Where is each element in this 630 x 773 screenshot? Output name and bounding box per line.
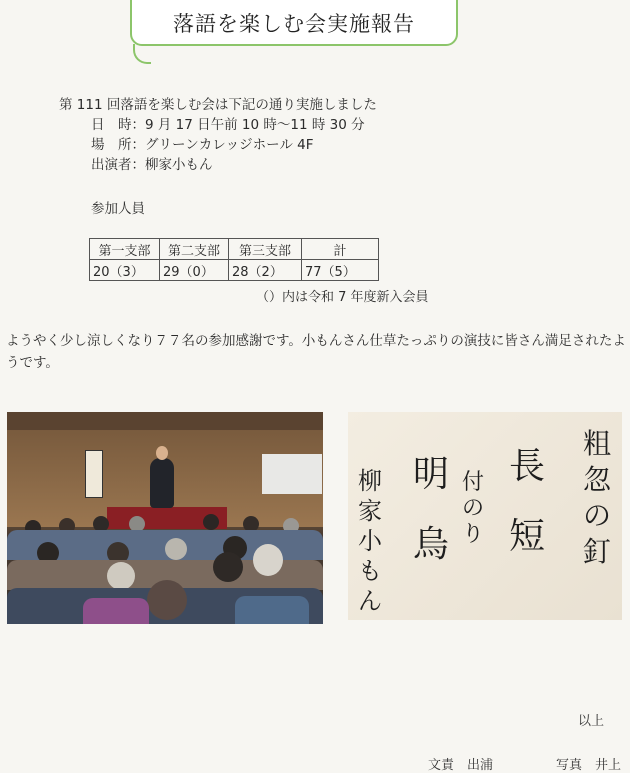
column-header: 第二支部: [160, 239, 229, 260]
audience-photo: [7, 412, 323, 624]
page-title: 落語を楽しむ会実施報告: [173, 12, 415, 36]
table-cell: 20（3）: [90, 260, 160, 281]
audience-head: [165, 538, 187, 560]
attendance-heading: 参加人員: [91, 201, 145, 217]
audience-member: [235, 596, 309, 624]
comment-paragraph: ようやく少し涼しくなり７７名の参加感謝です。小もんさん仕草たっぷりの演技に皆さん満足されたようです。: [6, 333, 626, 371]
calligraphy-col2: 長 短: [508, 446, 545, 557]
title-banner: [130, 0, 458, 46]
attendance-table: [89, 238, 379, 281]
table-row: [90, 260, 379, 281]
calligraphy-photo: [348, 412, 622, 620]
audience-head: [107, 562, 135, 590]
calligraphy-col3: 明 烏: [412, 454, 449, 565]
banner-curl-decoration: [133, 44, 151, 64]
calligraphy-col4: 柳 家 小 も ん: [358, 467, 382, 615]
calligraphy-col1: 粗 忽 の 釘: [582, 427, 611, 568]
audience-head: [203, 514, 219, 530]
hall-ceiling: [7, 412, 323, 430]
table-note: （）内は令和 7 年度新入会員: [256, 290, 429, 305]
table-cell: 28（2）: [229, 260, 302, 281]
photo-credit: 写真 井上: [556, 758, 622, 773]
column-header: 第一支部: [90, 239, 160, 260]
projection-screen: [262, 454, 322, 494]
hanging-scroll-sign: [85, 450, 103, 498]
event-place: 場 所：グリーンカレッジホール 4F: [91, 137, 314, 153]
intro-text: 第 111 回落語を楽しむ会は下記の通り実施しました: [59, 97, 377, 113]
audience-member: [83, 598, 149, 624]
event-date: 日 時：9 月 17 日午前 10 時〜11 時 30 分: [91, 117, 365, 133]
performer-head: [156, 446, 168, 460]
text-credit: 文責 出浦: [428, 758, 494, 773]
table-header-row: [90, 239, 379, 260]
column-header: 計: [302, 239, 379, 260]
table-cell: 29（0）: [160, 260, 229, 281]
audience-head: [213, 552, 243, 582]
table-cell: 77（5）: [302, 260, 379, 281]
performer-figure: [150, 458, 174, 508]
calligraphy-col2-sub: 付 の り: [461, 470, 484, 547]
end-mark: 以上: [578, 714, 605, 729]
audience-head: [147, 580, 187, 620]
audience-head: [253, 544, 283, 576]
event-performer: 出演者：柳家小もん: [91, 157, 213, 173]
column-header: 第三支部: [229, 239, 302, 260]
